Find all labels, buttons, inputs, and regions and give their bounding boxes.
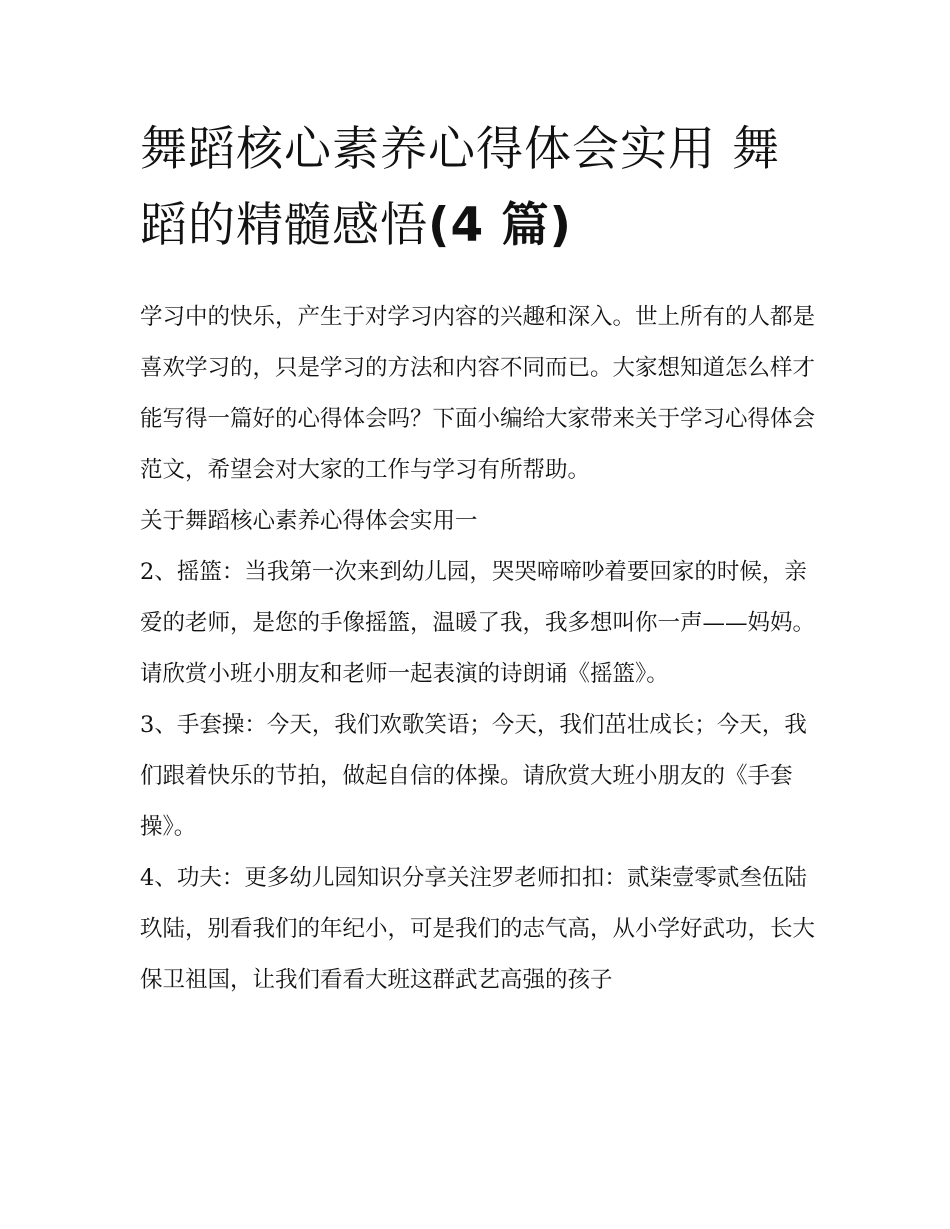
intro-paragraph: 学习中的快乐，产生于对学习内容的兴趣和深入。世上所有的人都是喜欢学习的，只是学习的方法和内容不同而已。大家想知道怎么样才能写得一篇好的心得体会吗？下面小编给大家带来关于学习心得体会范文，希望会对大家的工作与学习有所帮助。 (140, 304, 816, 483)
list-item: 4、功夫：更多幼儿园知识分享关注罗老师扣扣：贰柒壹零贰叁伍陆玖陆，别看我们的年纪小，可是我们的志气高，从小学好武功，长大保卫祖国，让我们看看大班这群武艺高强的孩子 (140, 865, 816, 993)
list-item: 2、摇篮：当我第一次来到幼儿园，哭哭啼啼吵着要回家的时候，亲爱的老师，是您的手像摇篮，温暖了我，我多想叫你一声——妈妈。请欣赏小班小朋友和老师一起表演的诗朗诵《摇篮》。 (140, 559, 816, 687)
list-item: 3、手套操：今天，我们欢歌笑语；今天，我们茁壮成长；今天，我们跟着快乐的节拍，做起自信的体操。请欣赏大班小朋友的《手套操》。 (140, 712, 807, 840)
document-title (140, 112, 815, 264)
document-content (140, 112, 815, 1006)
document-title-main: 舞蹈核心素养心得体会实用 舞蹈的精髓感悟 (140, 122, 780, 253)
section-heading: 关于舞蹈核心素养心得体会实用一 (140, 508, 478, 534)
document-title-suffix: (4 篇) (428, 198, 573, 253)
